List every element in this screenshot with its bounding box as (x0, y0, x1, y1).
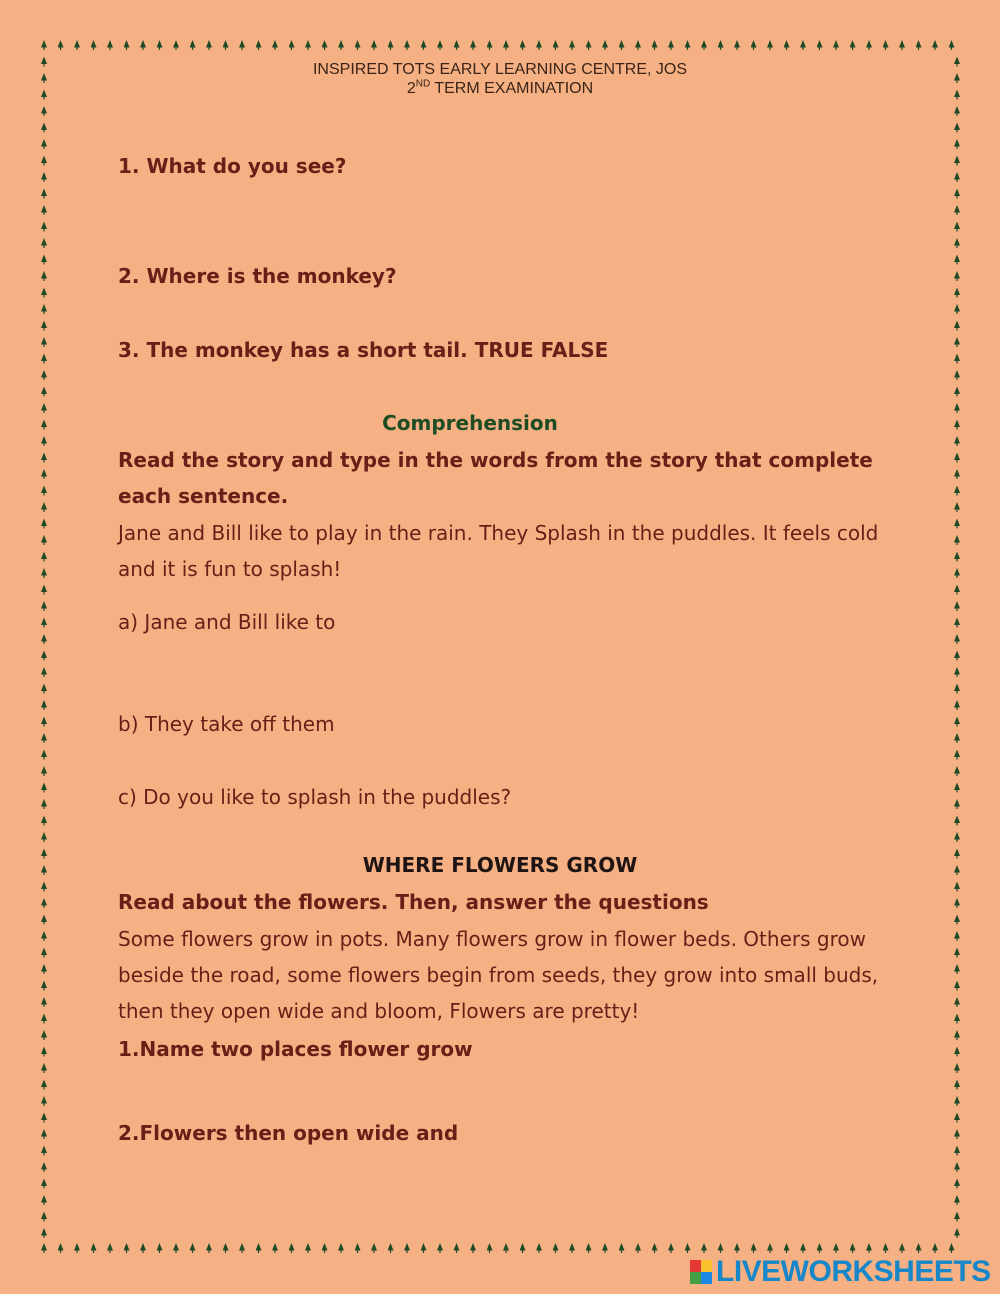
school-name: INSPIRED TOTS EARLY LEARNING CENTRE, JOS (312, 61, 687, 78)
page-frame (40, 38, 961, 1254)
logo-cell (701, 1272, 712, 1284)
flowers-instruction: Read about the flowers. Then, answer the questions (118, 890, 709, 914)
logo-cell (690, 1260, 701, 1272)
logo-cell (690, 1272, 701, 1284)
question-1: 1. What do you see? (118, 154, 347, 178)
flowers-passage: Some flowers grow in pots. Many flowers grow in flower beds. Others grow beside the road, some flowers begin from seeds, they grow into small buds, then they open wide and bloom, Flowers are pretty! (118, 927, 879, 1023)
comprehension-title: Comprehension (382, 411, 558, 435)
brand-text: LIVEWORKSHEETS (716, 1255, 991, 1288)
term-number: 2 (406, 80, 416, 97)
flowers-question-1: 1.Name two places flower grow (118, 1037, 473, 1061)
comprehension-story: Jane and Bill like to play in the rain. They Splash in the puddles. It feels cold and it is fun to splash! (118, 521, 879, 581)
comprehension-question-c: c) Do you like to splash in the puddles? (118, 785, 512, 809)
question-3: 3. The monkey has a short tail. TRUE FALSE (118, 338, 609, 362)
question-2: 2. Where is the monkey? (118, 264, 397, 288)
logo-cell (701, 1260, 712, 1272)
comprehension-question-b: b) They take off them (118, 712, 335, 736)
comprehension-instruction: Read the story and type in the words from the story that complete each sentence. (118, 448, 873, 508)
term-rest: TERM EXAMINATION (430, 80, 594, 97)
exam-header (0, 60, 1000, 98)
flowers-title: WHERE FLOWERS GROW (362, 853, 638, 877)
term-suffix: ND (415, 78, 431, 90)
comprehension-question-a: a) Jane and Bill like to (118, 610, 336, 634)
liveworksheets-brand (690, 1254, 991, 1290)
flowers-question-2: 2.Flowers then open wide and (118, 1121, 459, 1145)
term-title (0, 79, 1000, 98)
liveworksheets-logo-icon (690, 1260, 712, 1284)
